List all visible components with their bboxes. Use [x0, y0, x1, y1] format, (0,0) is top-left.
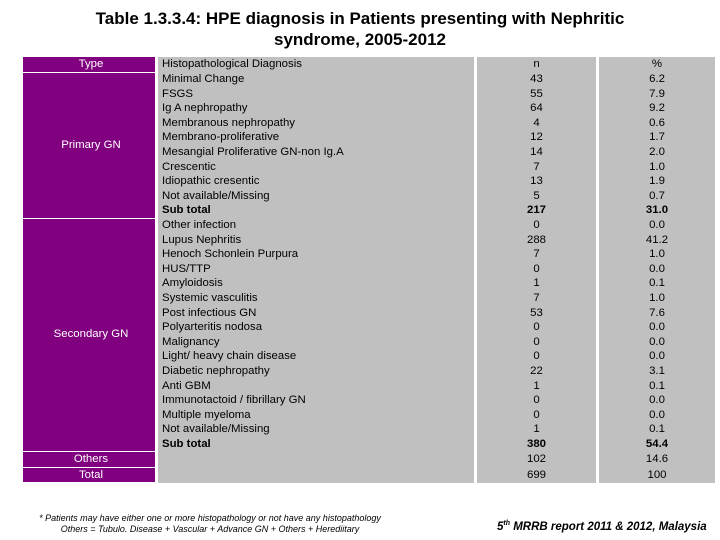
diagnosis-cell: Polyarteritis nodosa [158, 320, 474, 335]
pct-cell: 0.0 [599, 218, 715, 233]
pct-cell: 6.2 [599, 72, 715, 87]
diagnosis-cell: Not available/Missing [158, 422, 474, 437]
pct-cell: 14.6 [599, 452, 715, 468]
header-row [23, 57, 715, 73]
n-cell: 1 [477, 276, 596, 291]
diagnosis-cell: Multiple myeloma [158, 408, 474, 423]
diagnosis-cell: Amyloidosis [158, 276, 474, 291]
pct-cell: 7.9 [599, 87, 715, 102]
diagnosis-cell: Sub total [158, 437, 474, 452]
n-cell: 22 [477, 364, 596, 379]
diagnosis-cell: Diabetic nephropathy [158, 364, 474, 379]
pct-cell: 0.0 [599, 393, 715, 408]
n-cell: 288 [477, 233, 596, 248]
n-cell: 0 [477, 349, 596, 364]
diagnosis-cell: Ig A nephropathy [158, 101, 474, 116]
diagnosis-cell: Light/ heavy chain disease [158, 349, 474, 364]
pct-cell: 7.6 [599, 306, 715, 321]
n-cell: 4 [477, 116, 596, 131]
n-cell: 0 [477, 393, 596, 408]
n-cell: 5 [477, 189, 596, 204]
diagnosis-cell: Minimal Change [158, 72, 474, 87]
n-cell: 699 [477, 467, 596, 483]
group-total: Total [23, 467, 155, 483]
pct-cell: 1.0 [599, 160, 715, 175]
n-cell: 53 [477, 306, 596, 321]
diagnosis-cell: FSGS [158, 87, 474, 102]
pct-cell: 1.9 [599, 174, 715, 189]
n-cell: 0 [477, 335, 596, 350]
pct-cell: 9.2 [599, 101, 715, 116]
pct-cell: 0.0 [599, 335, 715, 350]
header-type: Type [23, 57, 155, 73]
pct-cell: 100 [599, 467, 715, 483]
n-cell: 7 [477, 160, 596, 175]
title-line-1: Table 1.3.3.4: HPE diagnosis in Patients presenting with Nephritic [95, 9, 625, 28]
diagnosis-cell: Membrano-proliferative [158, 130, 474, 145]
n-cell: 0 [477, 262, 596, 277]
page-title [0, 8, 720, 50]
n-cell: 64 [477, 101, 596, 116]
diagnosis-cell: Post infectious GN [158, 306, 474, 321]
n-cell: 55 [477, 87, 596, 102]
pct-cell: 2.0 [599, 145, 715, 160]
pct-cell: 0.0 [599, 262, 715, 277]
n-cell: 1 [477, 379, 596, 394]
n-cell: 380 [477, 437, 596, 452]
pct-cell: 0.6 [599, 116, 715, 131]
diagnosis-cell: HUS/TTP [158, 262, 474, 277]
pct-cell: 0.1 [599, 276, 715, 291]
diagnosis-cell: Mesangial Proliferative GN-non Ig.A [158, 145, 474, 160]
diagnosis-cell: Other infection [158, 218, 474, 233]
group-others: Others [23, 452, 155, 468]
header-diagnosis: Histopathological Diagnosis [158, 57, 474, 73]
n-cell: 43 [477, 72, 596, 87]
diagnosis-cell: Henoch Schonlein Purpura [158, 247, 474, 262]
diagnosis-cell: Idiopathic cresentic [158, 174, 474, 189]
footnote-line-2: Others = Tubulo. Disease + Vascular + Advance GN + Others + Herediitary [60, 524, 360, 534]
n-cell: 7 [477, 247, 596, 262]
n-cell: 13 [477, 174, 596, 189]
n-cell: 0 [477, 320, 596, 335]
title-line-2: syndrome, 2005-2012 [274, 30, 446, 49]
diagnosis-cell: Anti GBM [158, 379, 474, 394]
pct-cell: 0.0 [599, 349, 715, 364]
pct-cell: 41.2 [599, 233, 715, 248]
table-row [23, 467, 715, 483]
diagnosis-cell: Malignancy [158, 335, 474, 350]
footnote-line-1: * Patients may have either one or more histopathology or not have any histopathology [39, 513, 381, 523]
diagnosis-table [23, 56, 715, 483]
n-cell: 12 [477, 130, 596, 145]
diagnosis-cell: Systemic vasculitis [158, 291, 474, 306]
n-cell: 0 [477, 408, 596, 423]
n-cell: 1 [477, 422, 596, 437]
credit-text: MRRB report 2011 & 2012, Malaysia [510, 520, 707, 533]
diagnosis-cell: Not available/Missing [158, 189, 474, 204]
header-n: n [477, 57, 596, 73]
diagnosis-cell: Immunotactoid / fibrillary GN [158, 393, 474, 408]
pct-cell: 0.1 [599, 379, 715, 394]
diagnosis-cell: Sub total [158, 203, 474, 218]
group-secondary: Secondary GN [23, 218, 155, 452]
credit-number: 5 [497, 520, 504, 533]
footnote [10, 513, 410, 535]
pct-cell: 31.0 [599, 203, 715, 218]
table-row [23, 452, 715, 468]
header-pct: % [599, 57, 715, 73]
diagnosis-cell [158, 452, 474, 468]
diagnosis-cell: Crescentic [158, 160, 474, 175]
n-cell: 102 [477, 452, 596, 468]
diagnosis-cell: Lupus Nephritis [158, 233, 474, 248]
pct-cell: 0.0 [599, 408, 715, 423]
report-credit [497, 520, 707, 533]
pct-cell: 1.0 [599, 247, 715, 262]
n-cell: 7 [477, 291, 596, 306]
diagnosis-cell: Membranous nephropathy [158, 116, 474, 131]
pct-cell: 1.0 [599, 291, 715, 306]
pct-cell: 0.1 [599, 422, 715, 437]
n-cell: 14 [477, 145, 596, 160]
pct-cell: 0.0 [599, 320, 715, 335]
group-primary: Primary GN [23, 72, 155, 218]
pct-cell: 54.4 [599, 437, 715, 452]
n-cell: 0 [477, 218, 596, 233]
credit-superscript: th [503, 520, 511, 527]
n-cell: 217 [477, 203, 596, 218]
diagnosis-cell [158, 467, 474, 483]
pct-cell: 1.7 [599, 130, 715, 145]
table-row [23, 72, 715, 87]
pct-cell: 3.1 [599, 364, 715, 379]
pct-cell: 0.7 [599, 189, 715, 204]
table-row [23, 218, 715, 233]
